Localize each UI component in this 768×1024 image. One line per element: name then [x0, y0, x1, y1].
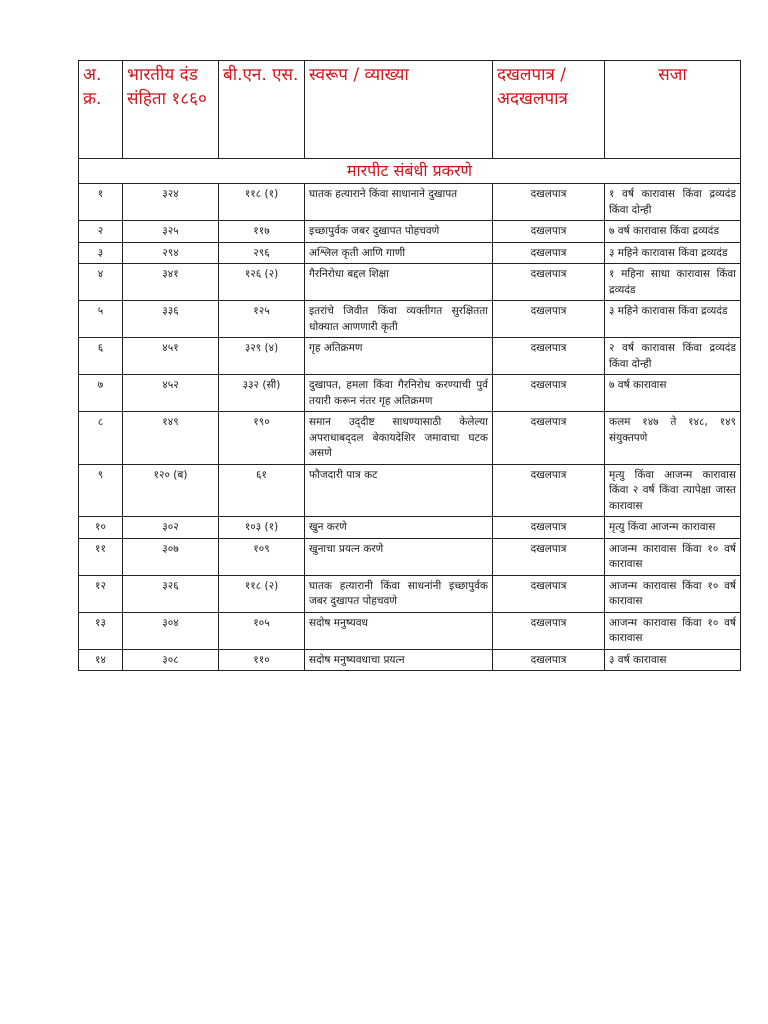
cell-bns-section: ६१: [219, 464, 305, 517]
cell-serial: १: [79, 184, 123, 221]
table-row: [79, 538, 741, 575]
cell-cognizable: दखलपात्र: [493, 412, 605, 465]
cell-serial: ११: [79, 538, 123, 575]
cell-ipc-section: ३०४: [123, 612, 219, 649]
cell-description: सदोष मनुष्यवध: [305, 612, 493, 649]
cell-description: खुन करणे: [305, 517, 493, 539]
cell-description: सदोष मनुष्यवधाचा प्रयत्न: [305, 649, 493, 671]
table-row: [79, 242, 741, 264]
cell-description: दुखापत, हमला किंवा गैरनिरोध करण्याची पुर्व तयारी करून नंतर गृह अतिक्रमण: [305, 375, 493, 412]
header-cognizable: दखलपात्र / अदखलपात्र: [493, 61, 605, 159]
offence-table: [78, 60, 741, 671]
cell-ipc-section: १२० (ब): [123, 464, 219, 517]
cell-cognizable: दखलपात्र: [493, 649, 605, 671]
table-row: [79, 301, 741, 338]
cell-ipc-section: ३४१: [123, 264, 219, 301]
cell-punishment: ३ वर्ष कारावास: [605, 649, 741, 671]
cell-description: खुनाचा प्रयत्न करणे: [305, 538, 493, 575]
cell-punishment: ३ महिने कारावास किंवा द्रव्यदंड: [605, 242, 741, 264]
cell-bns-section: १०३ (१): [219, 517, 305, 539]
cell-bns-section: १९०: [219, 412, 305, 465]
cell-description: फौजदारी पात्र कट: [305, 464, 493, 517]
cell-serial: १३: [79, 612, 123, 649]
cell-serial: १०: [79, 517, 123, 539]
cell-bns-section: १२६ (२): [219, 264, 305, 301]
table-row: [79, 649, 741, 671]
cell-serial: ५: [79, 301, 123, 338]
document-page: [78, 60, 741, 671]
cell-bns-section: ११८ (१): [219, 184, 305, 221]
cell-bns-section: ११०: [219, 649, 305, 671]
table-row: [79, 375, 741, 412]
table-row: [79, 338, 741, 375]
cell-bns-section: ३३२ (सी): [219, 375, 305, 412]
cell-cognizable: दखलपात्र: [493, 264, 605, 301]
cell-ipc-section: ३२४: [123, 184, 219, 221]
cell-cognizable: दखलपात्र: [493, 338, 605, 375]
header-punishment: सजा: [605, 61, 741, 159]
table-row: [79, 184, 741, 221]
cell-cognizable: दखलपात्र: [493, 538, 605, 575]
cell-bns-section: १२५: [219, 301, 305, 338]
table-header-row: [79, 61, 741, 159]
cell-punishment: ७ वर्ष कारावास किंवा द्रव्यदंड: [605, 221, 741, 243]
cell-bns-section: ११८ (२): [219, 575, 305, 612]
cell-ipc-section: ३०७: [123, 538, 219, 575]
cell-cognizable: दखलपात्र: [493, 221, 605, 243]
cell-serial: ८: [79, 412, 123, 465]
cell-bns-section: ३२९ (४): [219, 338, 305, 375]
header-bns: बी.एन. एस.: [219, 61, 305, 159]
table-row: [79, 612, 741, 649]
cell-cognizable: दखलपात्र: [493, 575, 605, 612]
cell-cognizable: दखलपात्र: [493, 375, 605, 412]
cell-punishment: मृत्यु किंवा आजन्म कारावास: [605, 517, 741, 539]
cell-ipc-section: ३०८: [123, 649, 219, 671]
header-ipc: भारतीय दंड संहिता १८६०: [123, 61, 219, 159]
cell-description: इतरांचे जिवीत किंवा व्यक्तीगत सुरक्षितता धोक्यात आणणारी कृती: [305, 301, 493, 338]
cell-punishment: १ वर्ष कारावास किंवा द्रव्यदंड किंवा दोन्ही: [605, 184, 741, 221]
cell-description: अश्लिल कृती आणि गाणी: [305, 242, 493, 264]
cell-cognizable: दखलपात्र: [493, 184, 605, 221]
cell-serial: २: [79, 221, 123, 243]
cell-punishment: १ महिना साधा कारावास किंवा द्रव्यदंड: [605, 264, 741, 301]
cell-punishment: आजन्म कारावास किंवा १० वर्ष कारावास: [605, 538, 741, 575]
cell-bns-section: ११७: [219, 221, 305, 243]
cell-description: घातक हत्यारानी किंवा साधनांनी इच्छापुर्वक जबर दुखापत पोहचवणे: [305, 575, 493, 612]
cell-punishment: ७ वर्ष कारावास: [605, 375, 741, 412]
cell-bns-section: १०९: [219, 538, 305, 575]
table-body: [79, 184, 741, 671]
cell-punishment: कलम १४७ ते १४८, १४९ संयुक्तपणे: [605, 412, 741, 465]
cell-serial: ४: [79, 264, 123, 301]
section-title: मारपीट संबंधी प्रकरणे: [79, 159, 741, 184]
cell-ipc-section: ३०२: [123, 517, 219, 539]
cell-punishment: मृत्यु किंवा आजन्म कारावास किंवा २ वर्ष किंवा त्यापेक्षा जास्त कारावास: [605, 464, 741, 517]
cell-serial: ६: [79, 338, 123, 375]
table-row: [79, 412, 741, 465]
header-serial: अ. क्र.: [79, 61, 123, 159]
cell-cognizable: दखलपात्र: [493, 612, 605, 649]
cell-ipc-section: १४९: [123, 412, 219, 465]
cell-ipc-section: ३३६: [123, 301, 219, 338]
cell-serial: १२: [79, 575, 123, 612]
table-row: [79, 575, 741, 612]
cell-description: गैरनिरोधा बद्दल शिक्षा: [305, 264, 493, 301]
cell-description: गृह अतिक्रमण: [305, 338, 493, 375]
cell-serial: ३: [79, 242, 123, 264]
cell-punishment: आजन्म कारावास किंवा १० वर्ष कारावास: [605, 575, 741, 612]
cell-punishment: ३ महिने कारावास किंवा द्रव्यदंड: [605, 301, 741, 338]
table-row: [79, 264, 741, 301]
cell-bns-section: १०५: [219, 612, 305, 649]
cell-serial: ९: [79, 464, 123, 517]
table-row: [79, 517, 741, 539]
table-row: [79, 221, 741, 243]
cell-cognizable: दखलपात्र: [493, 464, 605, 517]
cell-punishment: २ वर्ष कारावास किंवा द्रव्यदंड किंवा दोन्ही: [605, 338, 741, 375]
cell-serial: ७: [79, 375, 123, 412]
cell-ipc-section: ३२६: [123, 575, 219, 612]
cell-description: समान उद्‌दीष्ट साधण्यासाठी केलेल्या अपराधाबद्‌दल बेकायदेशिर जमावाचा घटक असणे: [305, 412, 493, 465]
cell-ipc-section: २९४: [123, 242, 219, 264]
cell-ipc-section: ३२५: [123, 221, 219, 243]
cell-cognizable: दखलपात्र: [493, 242, 605, 264]
cell-description: घातक हत्याराने किंवा साधानाने दुखापत: [305, 184, 493, 221]
cell-serial: १४: [79, 649, 123, 671]
section-row: [79, 159, 741, 184]
cell-cognizable: दखलपात्र: [493, 301, 605, 338]
cell-ipc-section: ४५२: [123, 375, 219, 412]
cell-cognizable: दखलपात्र: [493, 517, 605, 539]
cell-punishment: आजन्म कारावास किंवा १० वर्ष कारावास: [605, 612, 741, 649]
cell-bns-section: २९६: [219, 242, 305, 264]
cell-description: इच्छापुर्वक जबर दुखापत पोहचवणे: [305, 221, 493, 243]
header-nature: स्वरूप / व्याख्या: [305, 61, 493, 159]
cell-ipc-section: ४५१: [123, 338, 219, 375]
table-row: [79, 464, 741, 517]
